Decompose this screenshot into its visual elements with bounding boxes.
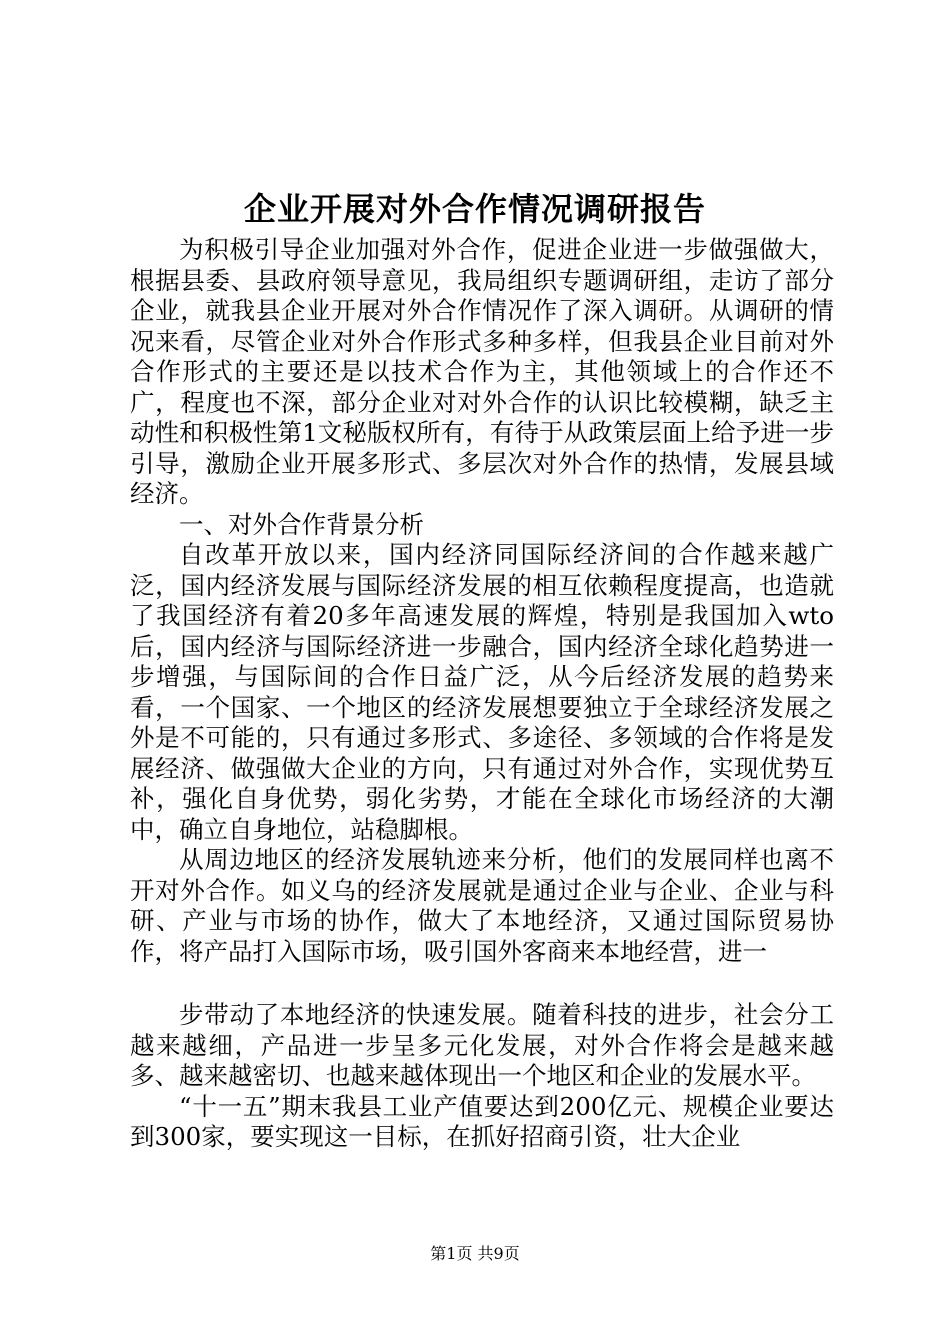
page-footer: 第1页 共9页 xyxy=(430,1244,520,1263)
paragraph-surrounding-regions: 从周边地区的经济发展轨迹来分析，他们的发展同样也离不开对外合作。如义乌的经济发展就是通过企业与企业、企业与科研、产业与市场的协作，做大了本地经济，又通过国际贸易协作，将产品打入国际市场，吸引国外客商来本地经营，进一 xyxy=(130,845,834,966)
section-heading: 一、对外合作背景分析 xyxy=(179,509,424,539)
document-title: 企业开展对外合作情况调研报告 xyxy=(243,190,706,228)
document-body-lower xyxy=(130,1000,834,1153)
document-body-upper xyxy=(130,235,834,967)
paragraph-background: 自改革开放以来，国内经济同国际经济间的合作越来越广泛，国内经济发展与国际经济发展的相互依赖程度提高，也造就了我国经济有着20多年高速发展的辉煌，特别是我国加入wto后，国内经济与国际经济进一步融合，国内经济全球化趋势进一步增强，与国际间的合作日益广泛，从今后经济发展的趋势来看，一个国家、一个地区的经济发展想要独立于全球经济发展之外是不可能的，只有通过多形式、多途径、多领域的合作将是发展经济、做强做大企业的方向，只有通过对外合作，实现优势互补，强化自身优势，弱化劣势，才能在全球化市场经济的大潮中，确立自身地位，站稳脚根。 xyxy=(130,540,834,844)
paragraph-intro: 为积极引导企业加强对外合作，促进企业进一步做强做大，根据县委、县政府领导意见，我局组织专题调研组，走访了部分企业，就我县企业开展对外合作情况作了深入调研。从调研的情况来看，尽管企业对外合作形式多种多样，但我县企业目前对外合作形式的主要还是以技术合作为主，其他领域上的合作还不广，程度也不深，部分企业对对外合作的认识比较模糊，缺乏主动性和积极性第1文秘版权所有，有待于从政策层面上给予进一步引导，激励企业开展多形式、多层次对外合作的热情，发展县域经济。 xyxy=(130,235,834,508)
paragraph-continuation: 步带动了本地经济的快速发展。随着科技的进步，社会分工越来越细，产品进一步呈多元化发展，对外合作将会是越来越多、越来越密切、也越来越体现出一个地区和企业的发展水平。 xyxy=(130,1000,834,1090)
paragraph-five-year-plan: “十一五”期末我县工业产值要达到200亿元、规模企业要达到300家，要实现这一目标，在抓好招商引资，壮大企业 xyxy=(130,1091,834,1151)
